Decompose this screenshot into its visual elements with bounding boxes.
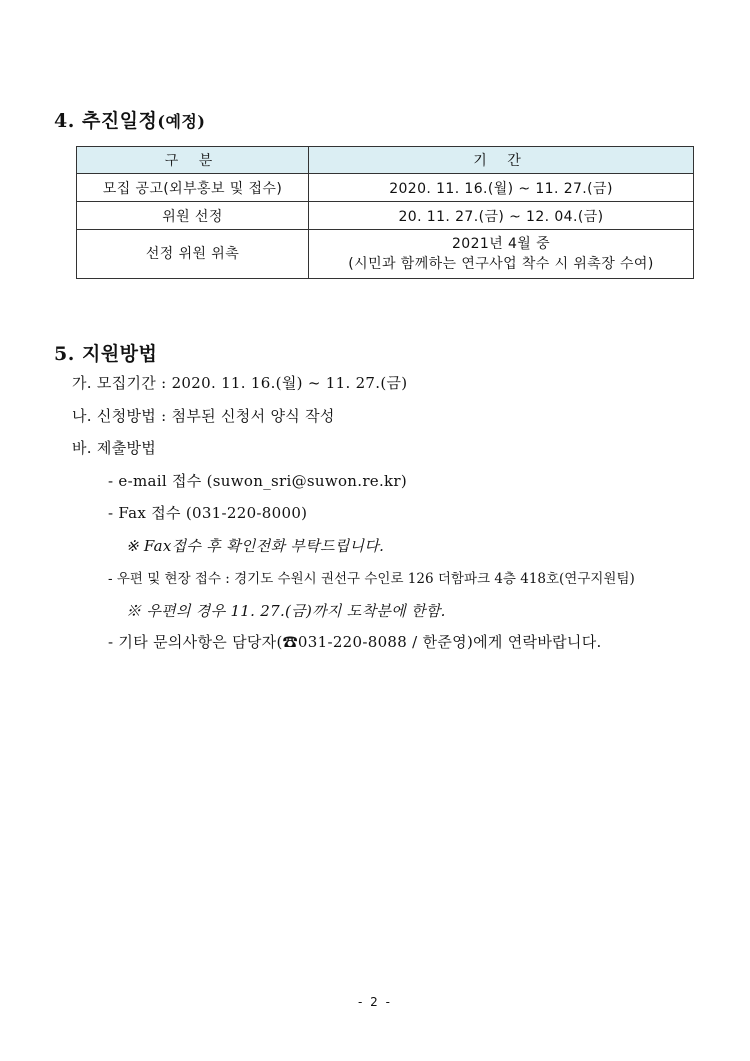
table-cell-period-line: 2021년 4월 중	[451, 236, 550, 252]
section-5-title: 지원방법	[81, 343, 158, 365]
table-cell-category: 모집 공고(외부홍보 및 접수)	[77, 174, 309, 202]
table-header-row	[77, 147, 694, 174]
section-5-number: 5.	[54, 343, 75, 365]
submission-email: - e-mail 접수 (suwon_sri@suwon.re.kr)	[108, 472, 408, 490]
section-5-heading	[54, 339, 157, 366]
table-cell-category: 위원 선정	[77, 202, 309, 230]
list-item-recruit-period: 가. 모집기간 : 2020. 11. 16.(월) ~ 11. 27.(금)	[72, 374, 408, 392]
page-number: - 2 -	[358, 995, 392, 1009]
table-cell-period: 2020. 11. 16.(월) ~ 11. 27.(금)	[309, 174, 694, 202]
table-cell-category: 선정 위원 위촉	[77, 230, 309, 279]
submission-fax-note: ※ Fax접수 후 확인전화 부탁드립니다.	[126, 537, 385, 555]
table-cell-period: 20. 11. 27.(금) ~ 12. 04.(금)	[309, 202, 694, 230]
submission-post: - 우편 및 현장 접수 : 경기도 수원시 권선구 수인로 126 더함파크 4층 418호(연구지원팀)	[108, 571, 635, 587]
schedule-table	[76, 146, 694, 279]
section-4-number: 4.	[54, 110, 75, 132]
table-row	[77, 230, 694, 279]
table-header-period: 기 간	[309, 147, 694, 174]
table-row	[77, 202, 694, 230]
table-row	[77, 174, 694, 202]
list-item-apply-method: 나. 신청방법 : 첨부된 신청서 양식 작성	[72, 407, 335, 425]
table-cell-period	[309, 230, 694, 279]
submission-fax: - Fax 접수 (031-220-8000)	[108, 504, 308, 522]
section-4-heading	[54, 106, 205, 133]
section-4-title-suffix: (예정)	[157, 112, 206, 131]
table-header-category: 구 분	[77, 147, 309, 174]
section-4-title: 추진일정	[81, 110, 158, 132]
submission-post-note: ※ 우편의 경우 11. 27.(금)까지 도착분에 한함.	[126, 602, 446, 620]
list-item-submit-method: 바. 제출방법	[72, 439, 157, 457]
submission-contact: - 기타 문의사항은 담당자(☎031-220-8088 / 한준영)에게 연락바랍니다.	[108, 633, 602, 651]
table-cell-period-line: (시민과 함께하는 연구사업 착수 시 위촉장 수여)	[348, 256, 654, 272]
